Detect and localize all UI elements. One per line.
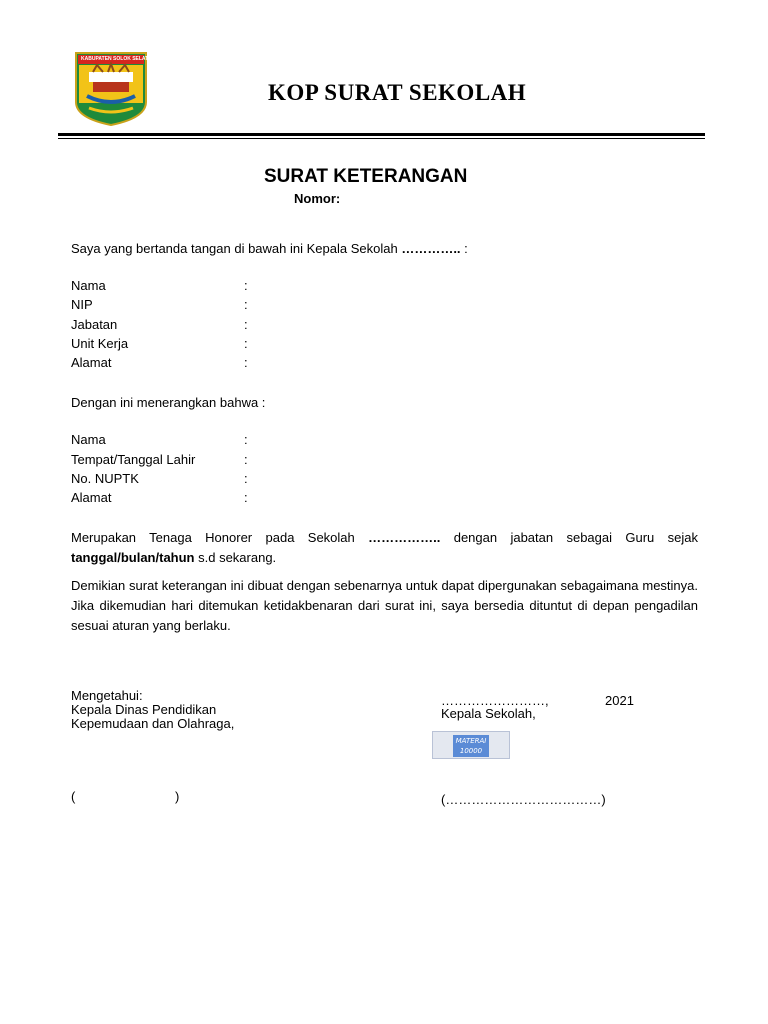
field-colon: : [244,317,248,332]
field-label: NIP [71,297,93,312]
school-dots: …………….. [368,530,441,545]
document-number-label: Nomor: [294,191,341,206]
intro-text [71,241,468,257]
document-title: SURAT KETERANGAN [264,166,468,187]
left-signature-block [71,689,234,731]
place-date-dots: ……………………, [441,693,549,708]
employment-text-a: Merupakan Tenaga Honorer pada Sekolah [71,530,369,545]
revenue-stamp [432,731,510,759]
intro-sentence: Saya yang bertanda tangan di bawah ini Kepala Sekolah [71,241,402,256]
principal-title: Kepala Sekolah, [441,706,536,721]
statement-text: Dengan ini menerangkan bahwa : [71,395,266,410]
district-logo [75,52,156,126]
employment-text-c: s.d sekarang. [194,550,277,565]
principal-name-line: (………………………………) [441,792,606,807]
employment-text-b: dengan jabatan sebagai Guru sejak [440,530,698,545]
field-colon: : [244,355,248,370]
field-label: Jabatan [71,317,118,332]
logo-caption: KABUPATEN SOLOK SELATAN [81,56,156,62]
letterhead-rule [58,133,705,136]
letterhead-rule-thin [58,138,705,139]
field-colon: : [244,490,248,505]
field-label: Unit Kerja [71,336,129,351]
field-colon: : [244,278,248,293]
employment-paragraph [71,528,698,568]
intro-colon: : [460,241,468,256]
closing-paragraph: Demikian surat keterangan ini dibuat dengan sebenarnya untuk dapat dipergunakan sebagaimana mestinya. Jika dikemudian hari ditemukan ketidakbenaran dari surat ini, saya bersedia dituntut di depan pengadilan sesuai aturan yang berlaku. [71,578,698,633]
department-head-title: Kepala Dinas Pendidikan [71,702,217,717]
field-label: Alamat [71,355,112,370]
field-label: Alamat [71,490,112,505]
field-label: Nama [71,278,106,293]
field-label: Tempat/Tanggal Lahir [71,452,196,467]
field-label: Nama [71,432,106,447]
acknowledged-label: Mengetahui: [71,688,143,703]
left-name-open: ( [71,789,76,804]
start-date-placeholder: tanggal/bulan/tahun [71,550,195,565]
field-colon: : [244,452,248,467]
stamp-value: 10000 [459,747,483,755]
field-colon: : [244,336,248,351]
field-colon: : [244,432,248,447]
field-colon: : [244,297,248,312]
field-colon: : [244,471,248,486]
department-name: Kepemudaan dan Olahraga, [71,716,235,731]
year: 2021 [605,693,634,708]
district-emblem-icon [75,52,156,126]
left-name-close: ) [175,789,180,804]
school-name-placeholder: ………….. [401,241,461,256]
stamp-label: MATERAI [455,737,487,745]
field-label: No. NUPTK [71,471,139,486]
letterhead-title: KOP SURAT SEKOLAH [268,80,527,105]
